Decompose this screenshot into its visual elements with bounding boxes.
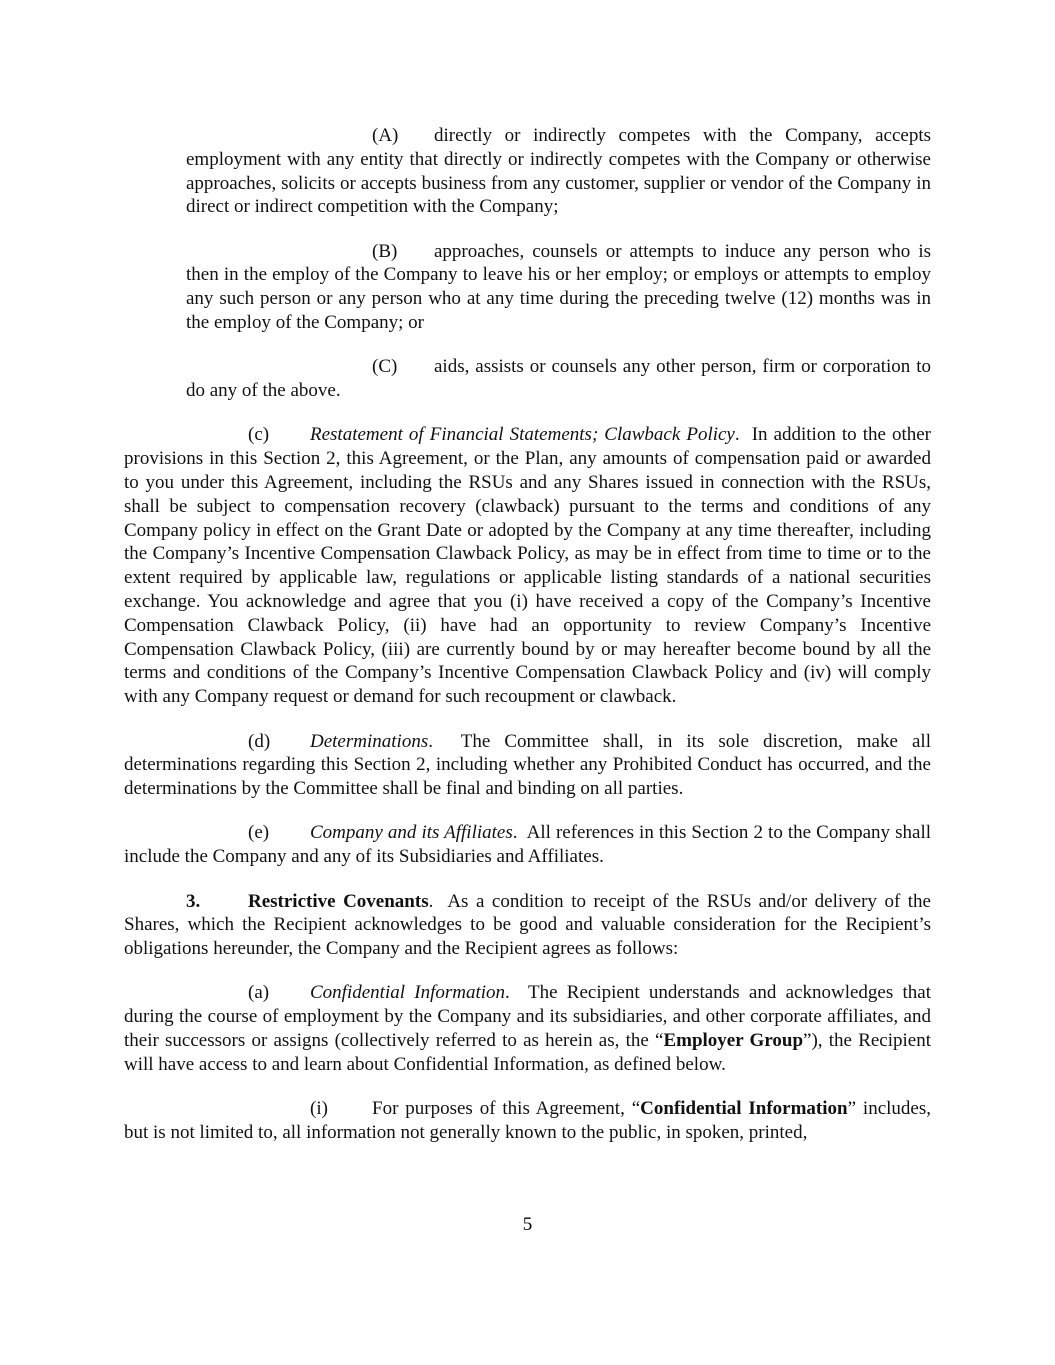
- clause-B-text: approaches, counsels or attempts to induce any person who is then in the employ of the Company to leave his or her employ; or employs or attempts to employ any such person or any person who at any time during the preceding twelve (12) months was in the employ of the Company; or: [186, 240, 931, 334]
- section-2c-text: In addition to the other provisions in this Section 2, this Agreement, or the Plan, any amounts of compensation paid or awarded to you under this Agreement, including the RSUs and any Shares issued in connection with the RSUs, shall be subject to compensation recovery (clawback) pursuant to the terms and conditions of any Company policy in effect on the Grant Date or adopted by the Company at any time thereafter, including the Company’s Incentive Compensation Clawback Policy, as may be in effect from time to time or to the extent required by applicable law, regulations or applicable listing standards of a national securities exchange. You acknowledge and agree that you (i) have received a copy of the Company’s Incentive Compensation Clawback Policy, (ii) have had an opportunity to review Company’s Incentive Compensation Clawback Policy, (iii) are currently bound by or may hereafter become bound by all the terms and conditions of the Company’s Incentive Compensation Clawback Policy and (iv) will comply with any Company request or demand for such recoupment or clawback.: [124, 424, 931, 708]
- section-3a-i-text-before: For purposes of this Agreement, “: [372, 1098, 641, 1120]
- section-2e-text: All references in this Section 2 to the Company shall include the Company and any of its Subsidiaries and Affiliates.: [124, 822, 931, 868]
- section-3a-i: [124, 1097, 931, 1145]
- section-3a-label: (a): [248, 982, 270, 1004]
- section-2e-heading: Company and its Affiliates: [310, 822, 513, 844]
- section-2d-text: The Committee shall, in its sole discretion, make all determinations regarding this Section 2, including whether any Prohibited Conduct has occurred, and the determinations by the Committee shall be final and binding on all parties.: [124, 730, 931, 800]
- defined-term-employer-group: Employer Group: [663, 1030, 804, 1051]
- clause-A: [186, 124, 931, 219]
- section-3a: (a) Confidential Information. The Recipient understands and acknowledges that during the course of employment by the Company and its subsidiaries, and other corporate affiliates, and their successors or assigns (collectively referred to as herein as, the “Employer Group”), the Recipient will have access to and learn about Confidential Information, as defined below.: [124, 982, 932, 1075]
- section-2c-label: (c): [248, 424, 270, 446]
- section-2d: (d) Determinations. The Committee shall, in its sole discretion, make all determinations regarding this Section 2, including whether any Prohibited Conduct has occurred, and the determinations by the Committee shall be final and binding on all parties.: [124, 730, 931, 800]
- page-number: 5: [522, 1214, 533, 1235]
- section-3a-heading: Confidential Information: [310, 982, 506, 1004]
- section-3a-text-before: The Recipient understands and acknowledges that during the course of employment by the Company and its subsidiaries, and other corporate affiliates, and their successors or assigns (collectively referred to as herein as, the “: [124, 982, 931, 1051]
- clause-C-label: (C): [372, 356, 398, 378]
- clause-A-text: directly or indirectly competes with the Company, accepts employment with any entity that directly or indirectly competes with the Company or otherwise approaches, solicits or accepts business from any customer, supplier or vendor of the Company in direct or indirect competition with the Company;: [186, 125, 931, 218]
- clause-B-label: (B): [372, 240, 398, 262]
- section-2e: (e) Company and its Affiliates. All references in this Section 2 to the Company shall include the Company and any of its Subsidiaries and Affiliates.: [124, 822, 931, 868]
- clause-A-label: (A): [372, 125, 399, 146]
- defined-term-confidential-information: Confidential Information: [640, 1098, 848, 1120]
- section-3: 3. Restrictive Covenants. As a condition to receipt of the RSUs and/or delivery of the Shares, which the Recipient acknowledges to be good and valuable consideration for the Recipient’s obligations hereunder, the Company and the Recipient agrees as follows:: [124, 890, 931, 960]
- section-3a-i-label: (i): [310, 1098, 328, 1120]
- section-2d-label: (d): [248, 730, 271, 752]
- section-2c: (c) Restatement of Financial Statements; Clawback Policy. In addition to the other provisions in this Section 2, this Agreement, or the Plan, any amounts of compensation paid or awarded to you under this Agreement, including the RSUs and any Shares issued in connection with the RSUs, shall be subject to compensation recovery (clawback) pursuant to the terms and conditions of any Company policy in effect on the Grant Date or adopted by the Company at any time thereafter, including the Company’s Incentive Compensation Clawback Policy, as may be in effect from time to time or to the extent required by applicable law, regulations or applicable listing standards of a national securities exchange. You acknowledge and agree that you (i) have received a copy of the Company’s Incentive Compensation Clawback Policy, (ii) have had an opportunity to review Company’s Incentive Compensation Clawback Policy, (iii) are currently bound by or may hereafter become bound by all the terms and conditions of the Company’s Incentive Compensation Clawback Policy and (iv) will comply with any Company request or demand for such recoupment or clawback.: [124, 424, 931, 708]
- section-3-heading: Restrictive Covenants: [248, 890, 429, 912]
- section-2c-heading: Restatement of Financial Statements; Clawback Policy: [310, 424, 735, 446]
- section-2d-heading: Determinations: [310, 730, 429, 752]
- section-3-text: As a condition to receipt of the RSUs and/or delivery of the Shares, which the Recipient acknowledges to be good and valuable consideration for the Recipient’s obligations hereunder, the Company and the Recipient agrees as follows:: [124, 890, 931, 960]
- section-3a-i-text-after: ” includes, but is not limited to, all information not generally known to the public, in spoken, printed,: [124, 1098, 931, 1143]
- section-3-number: 3.: [186, 890, 201, 912]
- section-2e-label: (e): [248, 822, 270, 844]
- clause-B: [186, 240, 931, 335]
- clause-C: [186, 355, 931, 403]
- section-3a-text-after: ”), the Recipient will have access to and learn about Confidential Information, as defined below.: [124, 1030, 932, 1075]
- clause-C-text: aids, assists or counsels any other person, firm or corporation to do any of the above.: [186, 356, 931, 402]
